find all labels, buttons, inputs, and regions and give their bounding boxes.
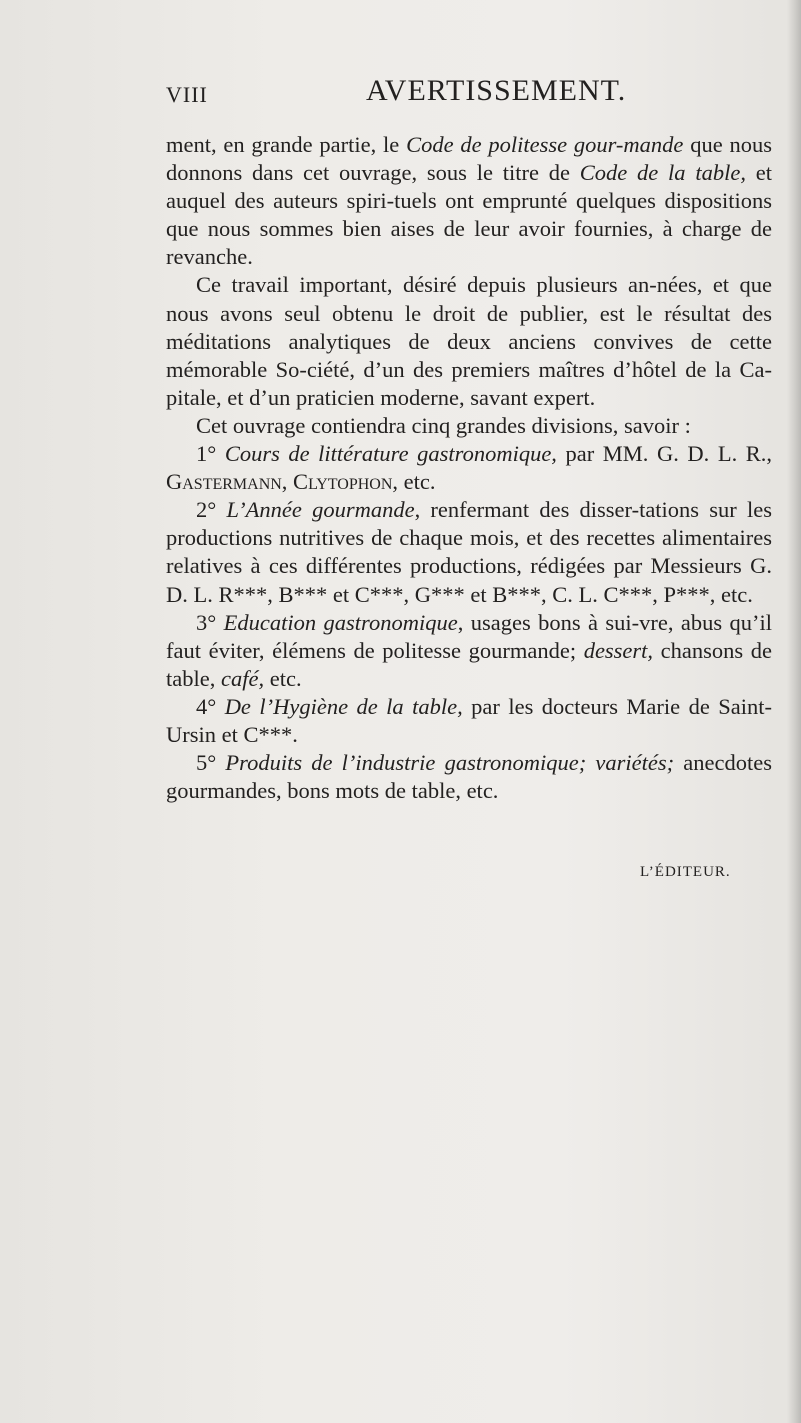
page-number: VIII <box>166 82 208 107</box>
author-names: Gastermann, Clytophon <box>166 469 393 495</box>
division-item-4: 4° De l’Hygiène de la table, par les docteurs Marie de Saint-Ursin et C***. <box>166 693 773 747</box>
division-item-3: 3° Education gastronomique, usages bons à sui-vre, abus qu’il faut éviter, élémens de politesse gourmande; dessert, chansons de table, café, etc. <box>166 609 773 691</box>
division-title: Education gastronomique <box>223 609 458 635</box>
division-title: De l’Hygiène de la table, <box>224 693 463 719</box>
page-edge-shadow <box>787 0 801 1423</box>
division-item-5: 5° Produits de l’industrie gastronomique; variétés; anecdotes gourmandes, bons mots de table, etc. <box>166 750 772 804</box>
division-title: Cours de littérature gastronomique, <box>224 441 557 467</box>
division-title: Produits de l’industrie gastronomique; variétés; <box>225 750 675 776</box>
title-code-table: Code de la table, <box>579 160 746 186</box>
division-number: 1° <box>196 441 217 467</box>
running-head <box>166 74 636 114</box>
division-number: 5° <box>196 750 217 776</box>
division-number: 2° <box>196 497 217 523</box>
division-number: 3° <box>196 609 217 635</box>
page-title: AVERTISSEMENT. <box>366 74 627 107</box>
title-code-politesse: Code de politesse gour-mande <box>406 132 684 157</box>
paragraph-intro: ment, en grande partie, le Code de politesse gour-mande que nous donnons dans cet ouvrage, sous le titre de Code de la table, et auquel des auteurs spiri-tuels ont emprunté quelques dispositions que nous sommes bien aises de leur avoir fournies, à charge de revanche. <box>166 132 772 270</box>
division-item-2: 2° L’Année gourmande, renfermant des disser-tations sur les productions nutritives de chaque mois, et des recettes alimentaires relatives à ces différentes productions, rédigées par Messieurs G. D. L. R***, B*** et C***, G*** et B***, C. L. C***, P***, etc. <box>166 497 772 607</box>
division-title: L’Année gourmande <box>226 497 415 523</box>
paragraph-travail: Ce travail important, désiré depuis plusieurs an-nées, et que nous avons seul obtenu le droit de publier, est le résultat des méditations analytiques de deux anciens convives de cette mémorable So-ciété, d’un des premiers maîtres d’hôtel de la Ca-pitale, et d’un praticien moderne, savant expert. <box>166 272 772 410</box>
paragraph-divisions: Cet ouvrage contiendra cinq grandes divisions, savoir : <box>196 412 691 438</box>
body-text <box>166 131 772 805</box>
editor-signature: L’ÉDITEUR. <box>640 864 731 880</box>
division-number: 4° <box>196 693 217 719</box>
division-item-1: 1° Cours de littérature gastronomique, par MM. G. D. L. R., Gastermann, Clytophon, etc. <box>166 441 773 495</box>
